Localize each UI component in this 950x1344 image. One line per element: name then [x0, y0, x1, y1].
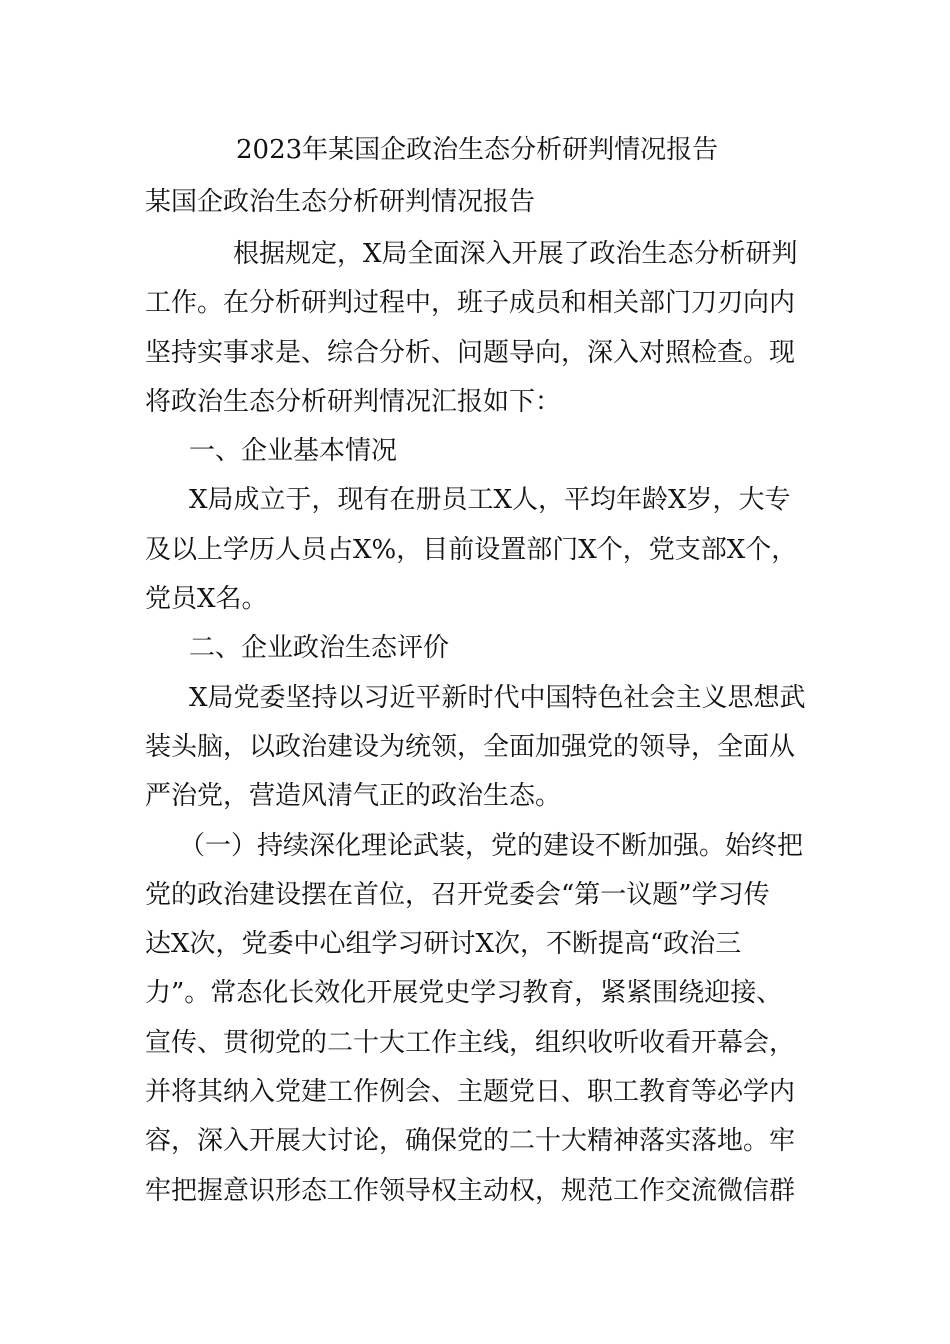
- paragraph-line: 工作。在分析研判过程中，班子成员和相关部门刀刃向内: [145, 288, 796, 319]
- paragraph-line: 将政治生态分析研判情况汇报如下：: [145, 386, 562, 417]
- paragraph-line: 根据规定，X局全面深入开展了政治生态分析研判: [233, 239, 798, 269]
- paragraph-line: 严治党，营造风清气正的政治生态。: [145, 781, 562, 812]
- paragraph-line: X局党委坚持以习近平新时代中国特色社会主义思想武: [189, 682, 806, 713]
- paragraph-line: 力”。常态化长效化开展党史学习教育，紧紧围绕迎接、: [145, 978, 783, 1009]
- subsection-heading-line: （一）持续深化理论武装，党的建设不断加强。始终把: [179, 830, 804, 861]
- paragraph-line: 宣传、贯彻党的二十大工作主线，组织收听收看开幕会，: [145, 1027, 796, 1058]
- paragraph-line: 坚持实事求是、综合分析、问题导向，深入对照检查。现: [145, 337, 796, 368]
- paragraph-line: 达X次，党委中心组学习研讨X次，不断提高“政治三: [145, 929, 742, 960]
- document-body: [145, 230, 825, 1216]
- paragraph-line: 装头脑，以政治建设为统领，全面加强党的领导，全面从: [145, 731, 796, 762]
- section-heading: 一、企业基本情况: [189, 436, 398, 467]
- paragraph-line: 牢把握意识形态工作领导权主动权，规范工作交流微信群: [145, 1175, 796, 1206]
- paragraph-line: 党的政治建设摆在首位，召开党委会“第一议题”学习传: [145, 879, 770, 910]
- section-heading: 二、企业政治生态评价: [189, 633, 450, 664]
- paragraph-line: 及以上学历人员占X%，目前设置部门X个，党支部X个，: [145, 534, 798, 565]
- paragraph-line: 并将其纳入党建工作例会、主题党日、职工教育等必学内: [145, 1077, 796, 1108]
- paragraph-line: X局成立于，现有在册员工X人，平均年龄X岁，大专: [189, 485, 791, 516]
- document-title: 2023年某国企政治生态分析研判情况报告: [236, 135, 719, 165]
- document-subtitle: 某国企政治生态分析研判情况报告: [145, 187, 536, 217]
- paragraph-line: 容，深入开展大讨论，确保党的二十大精神落实落地。牢: [145, 1126, 796, 1157]
- paragraph-line: 党员X名。: [145, 584, 268, 615]
